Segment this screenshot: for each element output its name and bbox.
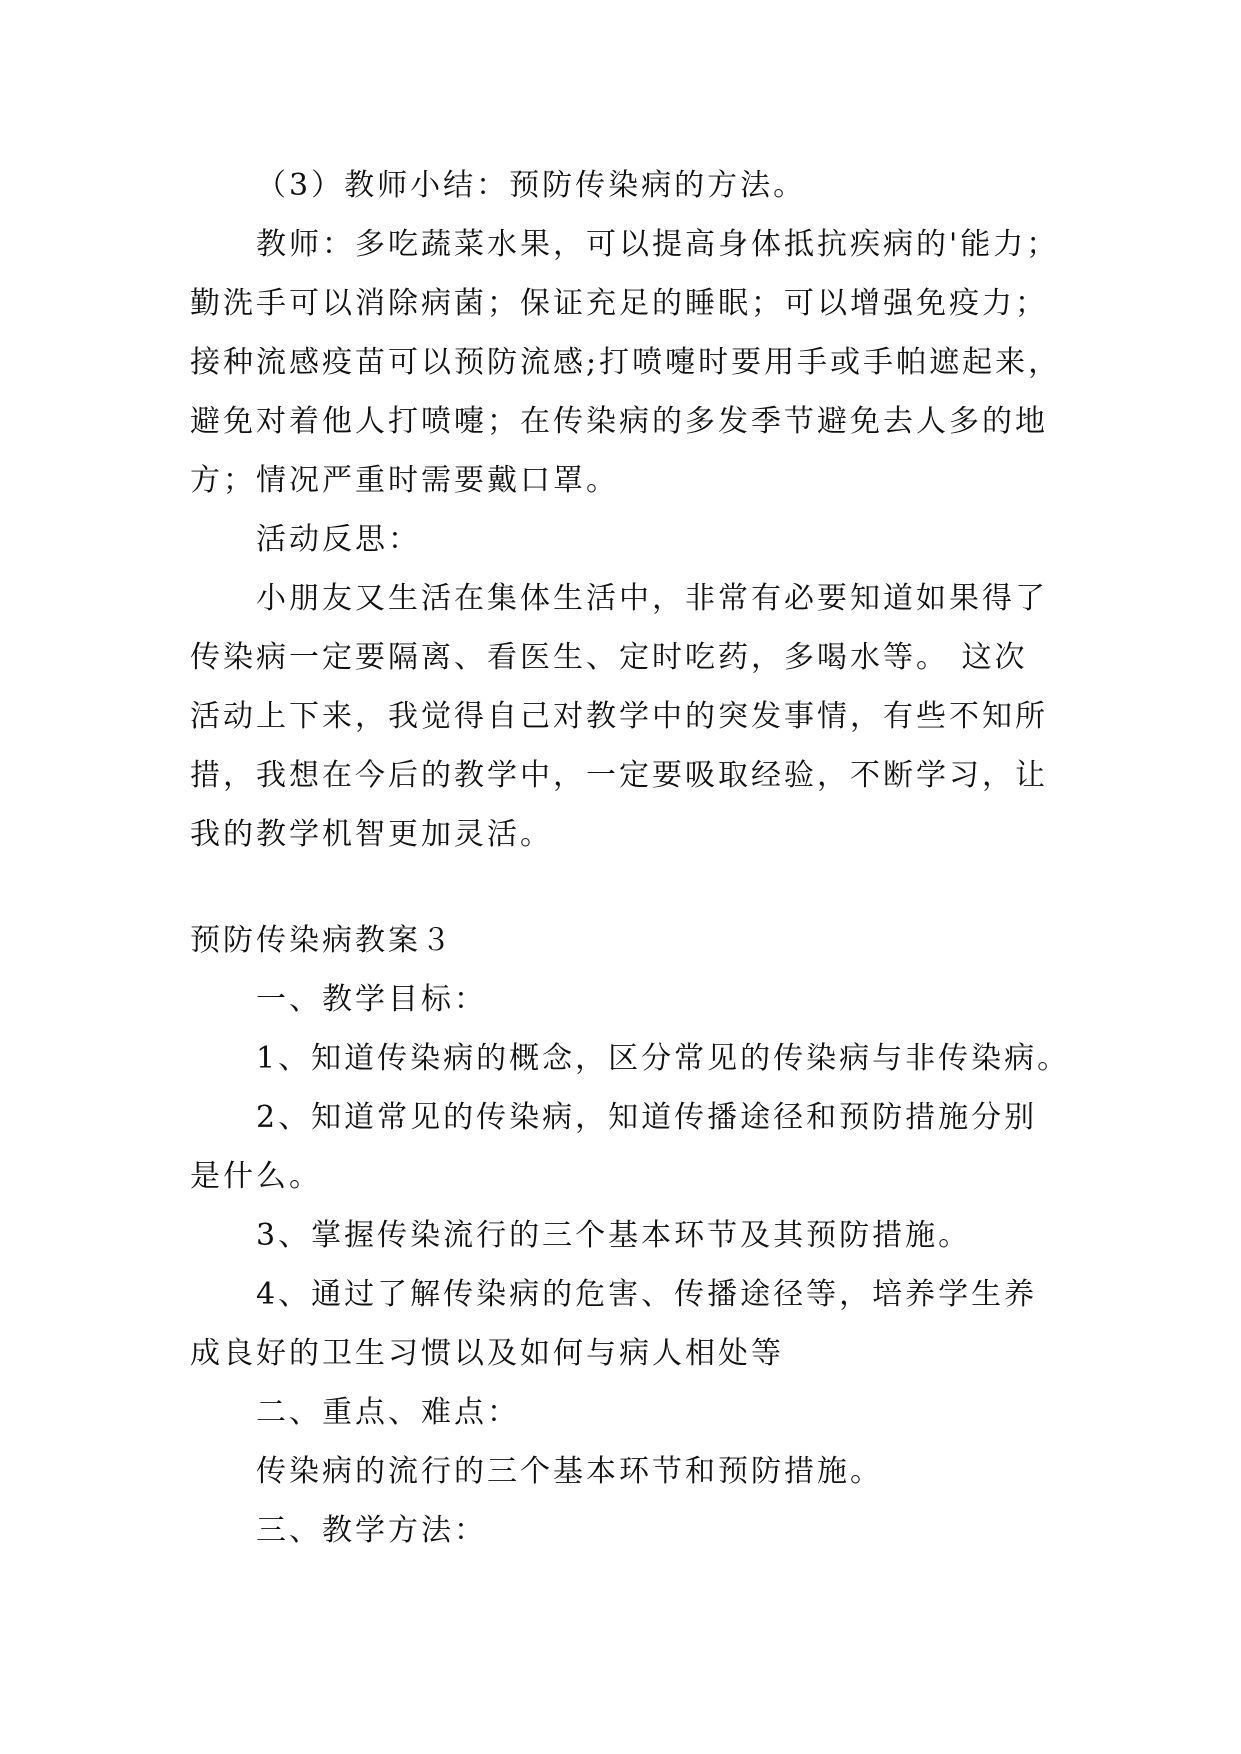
list-item: 4、通过了解传染病的危害、传播途径等，培养学生养 (256, 1277, 1038, 1312)
list-item-continuation: 是什么。 (190, 1159, 322, 1194)
paragraph-line: 活动上下来，我觉得自己对教学中的突发事情，有些不知所 (190, 699, 1048, 734)
paragraph-line: 我的教学机智更加灵活。 (190, 817, 553, 852)
paragraph-line: 措，我想在今后的教学中，一定要吸取经验，不断学习，让 (190, 758, 1048, 793)
section-heading: 二、重点、难点： (256, 1395, 520, 1430)
document-title: 预防传染病教案３ (190, 923, 454, 958)
paragraph-line: 方；情况严重时需要戴口罩。 (190, 463, 619, 498)
list-item: 1、知道传染病的概念，区分常见的传染病与非传染病。 (256, 1041, 1071, 1076)
section-heading: 活动反思： (256, 522, 421, 557)
paragraph-line: （3）教师小结：预防传染病的方法。 (256, 168, 807, 203)
section-heading: 三、教学方法： (256, 1513, 487, 1548)
paragraph-line: 避免对着他人打喷嚏；在传染病的多发季节避免去人多的地 (190, 404, 1048, 439)
paragraph-line: 小朋友又生活在集体生活中，非常有必要知道如果得了 (256, 581, 1048, 616)
paragraph-line: 传染病一定要隔离、看医生、定时吃药，多喝水等。 这次 (190, 640, 1028, 675)
paragraph-line: 教师：多吃蔬菜水果，可以提高身体抵抗疾病的'能力； (256, 227, 1060, 262)
paragraph-line: 勤洗手可以消除病菌；保证充足的睡眠；可以增强免疫力； (190, 286, 1048, 321)
list-item: 3、掌握传染流行的三个基本环节及其预防措施。 (256, 1218, 972, 1253)
paragraph-line: 传染病的流行的三个基本环节和预防措施。 (256, 1454, 883, 1489)
section-heading: 一、教学目标： (256, 982, 487, 1017)
paragraph-line: 接种流感疫苗可以预防流感;打喷嚏时要用手或手帕遮起来， (190, 345, 1062, 380)
list-item-continuation: 成良好的卫生习惯以及如何与病人相处等 (190, 1336, 784, 1371)
list-item: 2、知道常见的传染病，知道传播途径和预防措施分别 (256, 1100, 1038, 1135)
